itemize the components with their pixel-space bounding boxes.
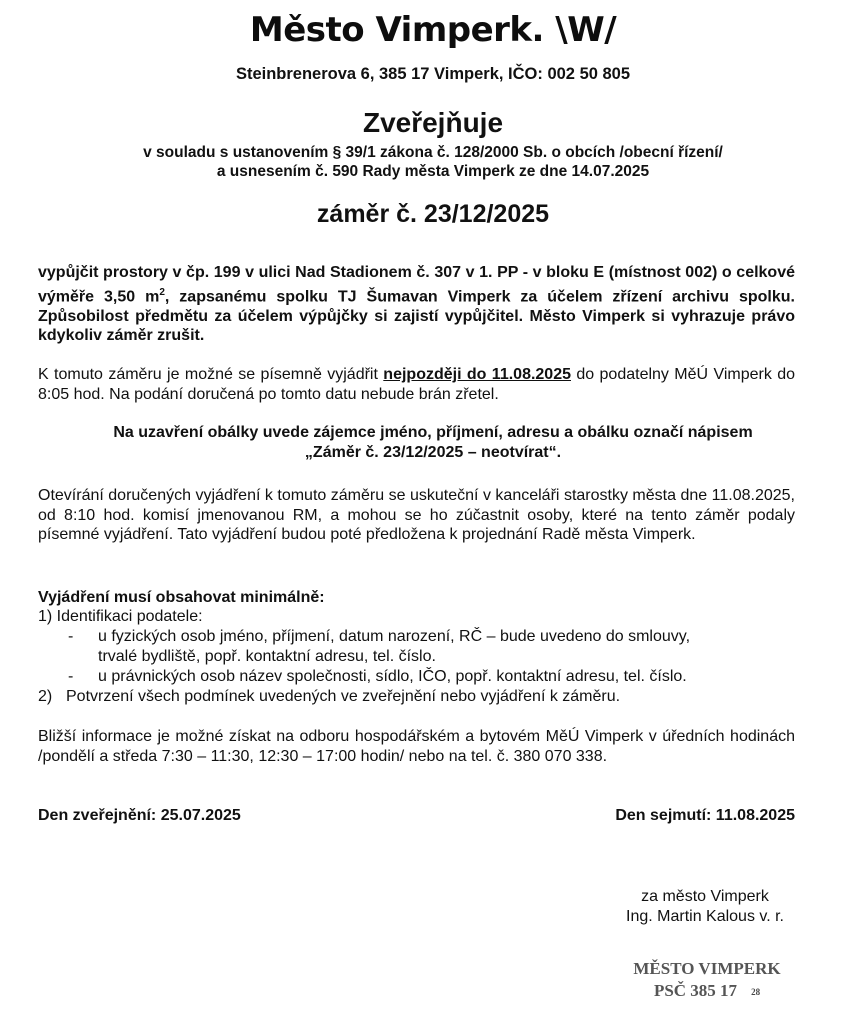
city-logo: Město Vimperk. \W/ xyxy=(249,10,617,50)
legal-basis-line-1: v souladu s ustanovením § 39/1 zákona č. 128/2000 Sb. o obcích /obecní řízení/ xyxy=(143,144,723,161)
dates-row xyxy=(38,807,795,825)
published-date: Den zveřejnění: 25.07.2025 xyxy=(38,807,241,824)
stamp-number: 28 xyxy=(751,987,761,998)
requirement-sub-1-line-2: trvalé bydliště, popř. kontaktní adresu, tel. číslo. xyxy=(98,648,436,665)
stamp-postal-code: PSČ 385 17 xyxy=(653,981,738,1000)
legal-basis-line-2: a usnesením č. 590 Rady města Vimperk ze dne 14.07.2025 xyxy=(216,163,650,180)
deadline-date: nejpozději do 11.08.2025 xyxy=(383,366,571,383)
stamp-line-1: MĚSTO VIMPERK xyxy=(633,959,781,978)
deadline-text-after: do podatelny MěÚ Vimperk do 8:05 hod. Na podání doručená po tomto datu nebude brán zřetel. xyxy=(38,366,795,403)
intent-description xyxy=(38,263,795,346)
envelope-instruction-line-2: „Záměr č. 23/12/2025 – neotvírat“. xyxy=(304,444,562,461)
list-dash: - xyxy=(68,668,74,685)
opening-paragraph: Otevírání doručených vyjádření k tomuto záměru se uskuteční v kanceláři starostky města dne 11.08.2025, od 8:10 hod. komisí jmenovanou RM, a mohou se ho zúčastnit osoby, které na tento záměr podaly písemné vyjádření. Tato vyjádření budou poté předložena k projednání Radě města Vimperk. xyxy=(38,487,795,544)
signature-block xyxy=(600,887,810,927)
deadline-paragraph xyxy=(38,365,795,404)
stamp-line-2 xyxy=(622,980,792,1003)
requirements-heading: Vyjádření musí obsahovat minimálně: xyxy=(38,589,325,606)
intent-title: záměr č. 23/12/2025 xyxy=(316,200,550,228)
info-paragraph: Bližší informace je možné získat na odboru hospodářském a bytovém MěÚ Vimperk v úředních hodinách /pondělí a středa 7:30 – 11:30, 12:30 – 17:00 hodin/ nebo na tel. č. 380 070 338. xyxy=(38,728,795,765)
requirement-sub-1-line-1: u fyzických osob jméno, příjmení, datum narození, RČ – bude uvedeno do smlouvy, xyxy=(98,628,691,645)
signature-line-2: Ing. Martin Kalous v. r. xyxy=(626,908,784,925)
city-address: Steinbrenerova 6, 385 17 Vimperk, IČO: 002 50 805 xyxy=(235,65,631,83)
signature-line-1: za město Vimperk xyxy=(641,888,769,905)
deadline-text-before: K tomuto záměru je možné se písemně vyjádřit xyxy=(38,366,384,383)
intent-description-part1: vypůjčit prostory v čp. 199 v ulici Nad Stadionem č. 307 v 1. PP - v bloku E (místnost 002) o celkové výměře 3,50 m xyxy=(38,264,795,305)
publish-heading: Zveřejňuje xyxy=(362,107,504,138)
area-unit-superscript: 2 xyxy=(159,286,165,298)
official-stamp xyxy=(622,958,792,1003)
envelope-instruction-line-1: Na uzavření obálky uvede zájemce jméno, příjmení, adresu a obálku označí nápisem xyxy=(113,424,753,441)
removal-date: Den sejmutí: 11.08.2025 xyxy=(615,807,795,824)
requirement-item-2-number: 2) xyxy=(38,688,53,705)
intent-description-part2: , zapsanému spolku TJ Šumavan Vimperk za účelem zřízení archivu spolku. Způsobilost předmětu za účelem výpůjčky si zajistí vypůjčitel. Město Vimperk si vyhrazuje právo kdykoliv záměr zrušit. xyxy=(38,287,795,345)
requirement-sub-2: u právnických osob název společnosti, sídlo, IČO, popř. kontaktní adresu, tel. číslo. xyxy=(98,668,687,685)
list-dash: - xyxy=(68,628,74,645)
requirement-item-1: 1) Identifikaci podatele: xyxy=(38,608,203,625)
requirement-item-2: Potvrzení všech podmínek uvedených ve zveřejnění nebo vyjádření k záměru. xyxy=(66,688,621,705)
